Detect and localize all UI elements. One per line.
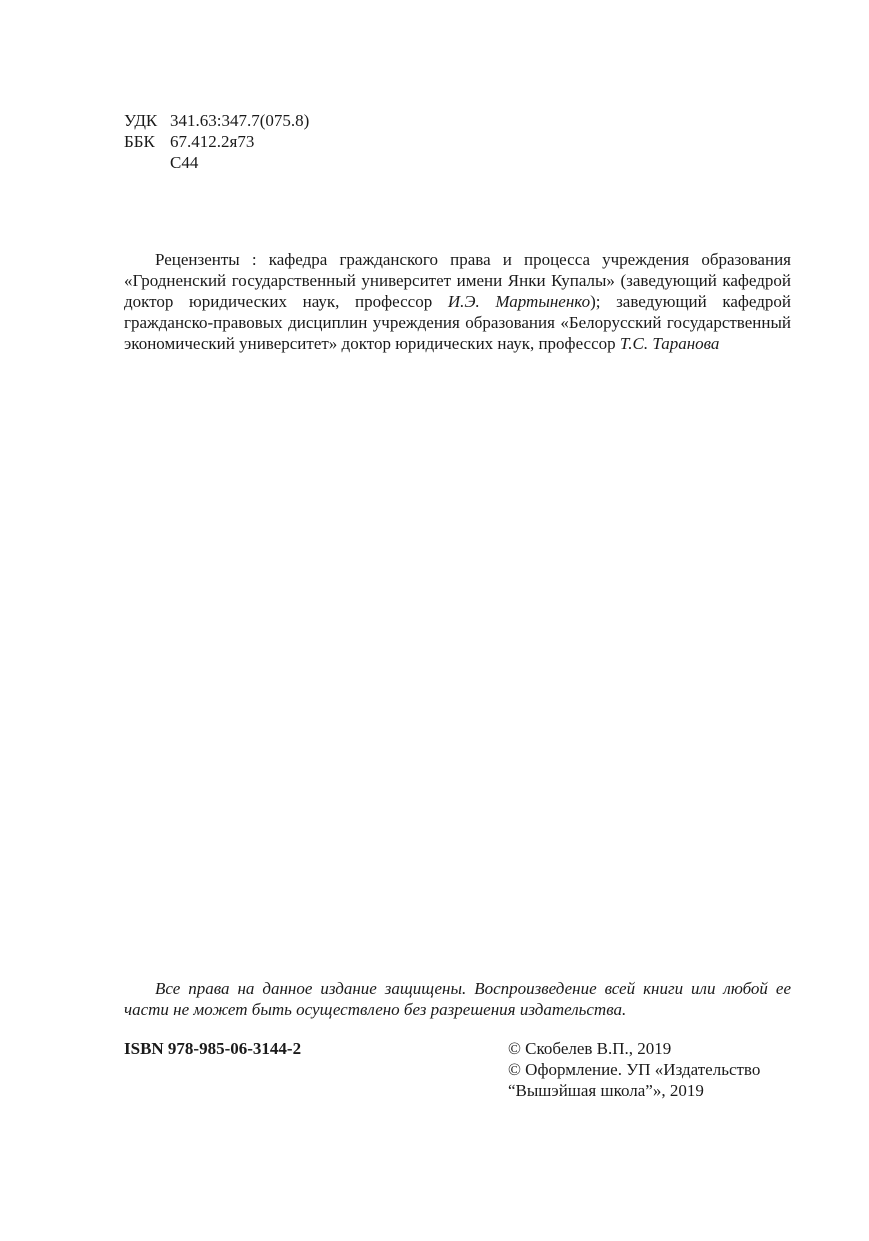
reviewer-name-1: И.Э. Мартыненко	[447, 292, 591, 311]
reviewers-paragraph	[124, 249, 791, 354]
classification-block	[124, 110, 309, 173]
author-mark: С44	[170, 153, 199, 172]
copyright-block	[508, 1038, 760, 1101]
reviewer-name-2: Т.С. Таранова	[619, 334, 720, 353]
rights-notice: Все права на данное издание защищены. Воспроизведение всей книги или любой ее части не может быть осуществлено без разрешения издательства.	[124, 979, 791, 1019]
isbn: ISBN 978-985-06-3144-2	[124, 1039, 302, 1058]
author-mark-row	[124, 152, 309, 173]
copyright-line-2: © Оформление. УП «Издательство	[508, 1060, 761, 1079]
bbk-label: ББК	[124, 132, 155, 151]
copyright-line-1: © Скобелев В.П., 2019	[508, 1039, 672, 1058]
reviewers-text-1: Рецензенты : кафедра гражданского права и процесса учреждения образования «Гродненский государственный университет имени Янки Купалы» (заведующий кафедрой доктор юридических наук, профессор	[124, 250, 791, 311]
reviewers-text-2: ); заведующий кафедрой гражданско-правовых дисциплин учреждения образования «Белорусский государственный экономический университет» доктор юридических наук, профессор	[124, 292, 791, 353]
udk-value: 341.63:347.7(075.8)	[170, 111, 310, 130]
udk-label: УДК	[124, 111, 158, 130]
udk-row	[124, 110, 309, 131]
bbk-row	[124, 131, 309, 152]
copyright-line-3: “Вышэйшая школа”», 2019	[508, 1081, 704, 1100]
bbk-value: 67.412.2я73	[170, 132, 255, 151]
